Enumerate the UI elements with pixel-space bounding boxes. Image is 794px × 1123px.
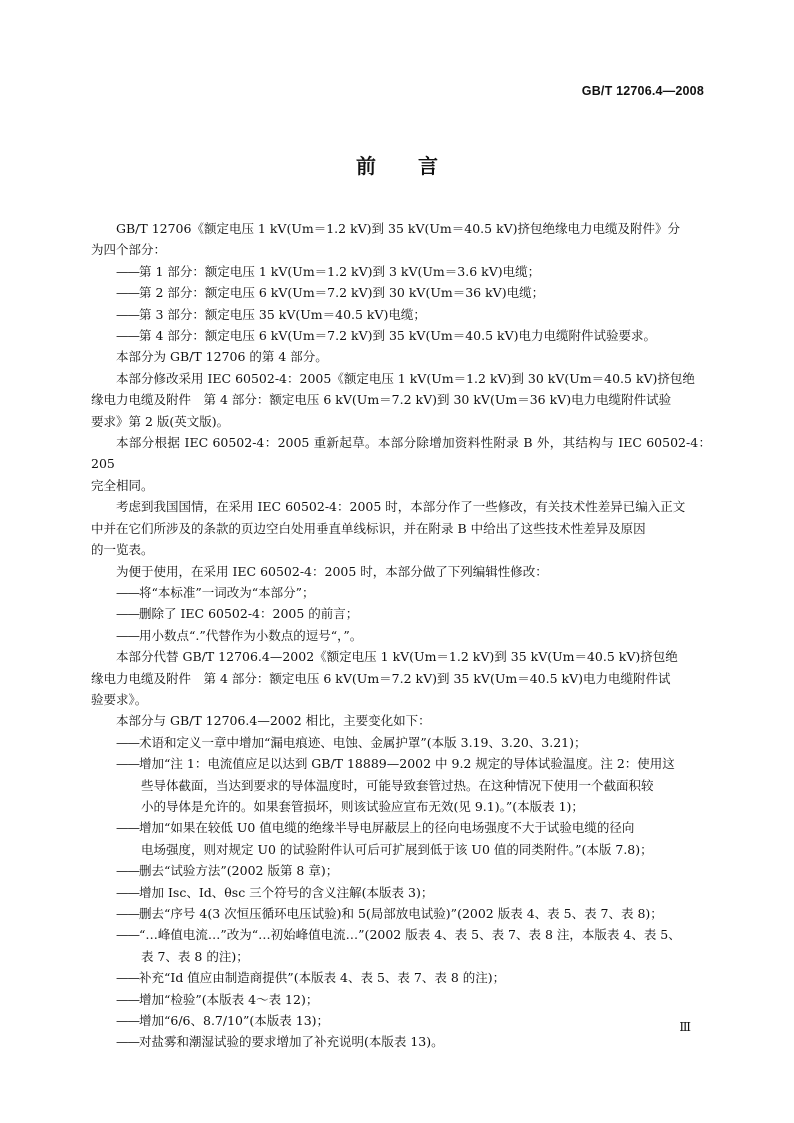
paragraph-line: 为便于使用，在采用 IEC 60502-4：2005 时，本部分做了下列编辑性修改： xyxy=(116,563,548,579)
list-item-text: 删去“序号 4(3 次恒压循环电压试验)和 5(局部放电试验)”(2002 版表 4、表 5、表 7、表 8)； xyxy=(139,906,663,921)
list-item-text: 第 1 部分：额定电压 1 kV(Um＝1.2 kV)到 3 kV(Um＝3.6 kV)电缆； xyxy=(139,263,541,279)
dash-marker: —— xyxy=(116,970,139,986)
list-item xyxy=(91,282,711,303)
list-item-text: 增加“如果在较低 U0 值电缆的绝缘半导电屏蔽层上的径向电场强度不大于试验电缆的径向 xyxy=(139,820,635,836)
list-item-text: 第 4 部分：额定电压 6 kV(Um＝7.2 kV)到 35 kV(Um＝40.5 kV)电力电缆附件试验要求。 xyxy=(139,328,656,344)
dash-marker: —— xyxy=(116,906,139,921)
list-item xyxy=(91,989,711,1010)
text-line: 完全相同。 xyxy=(91,477,154,493)
dash-marker: —— xyxy=(116,863,139,879)
list-item-text: 增加 Isc、Id、θsc 三个符号的含义注解(本版表 3)； xyxy=(139,884,434,900)
dash-marker: —— xyxy=(116,328,139,344)
dash-marker: —— xyxy=(116,606,139,622)
list-item xyxy=(91,625,711,646)
list-item xyxy=(91,325,711,346)
list-item xyxy=(91,967,711,988)
dash-marker: —— xyxy=(116,991,139,1007)
dash-marker: —— xyxy=(116,584,139,600)
list-item-text: 删除了 IEC 60502-4：2005 的前言； xyxy=(139,606,359,622)
dash-marker: —— xyxy=(116,263,139,279)
list-item xyxy=(91,582,711,603)
list-item-text: 增加“注 1：电流值应足以达到 GB/T 18889—2002 中 9.2 规定的导体试验温度。注 2：使用这 xyxy=(139,756,675,772)
page-number: Ⅲ xyxy=(679,1020,691,1034)
standard-code: GB/T 12706.4—2008 xyxy=(581,84,704,98)
title-char-right: 言 xyxy=(418,154,438,178)
text-line: 中并在它们所涉及的条款的页边空白处用垂直单线标识，并在附录 B 中给出了这些技术性差异及原因 xyxy=(91,520,646,536)
title-char-left: 前 xyxy=(356,154,376,178)
list-item-text: 删去“试验方法”(2002 版第 8 章)； xyxy=(139,863,339,879)
dash-marker: —— xyxy=(116,1013,139,1029)
dash-marker: —— xyxy=(116,627,139,643)
dash-marker: —— xyxy=(116,285,139,301)
dash-marker: —— xyxy=(116,756,139,772)
dash-marker: —— xyxy=(116,927,139,943)
list-item-text: 术语和定义一章中增加“漏电痕迹、电蚀、金属护罩”(本版 3.19、3.20、3.21)； xyxy=(139,734,587,750)
paragraph-line: 考虑到我国国情，在采用 IEC 60502-4：2005 时，本部分作了一些修改，有关技术性差异已编入正文 xyxy=(116,499,686,515)
list-item xyxy=(91,860,711,881)
list-item-text: 第 3 部分：额定电压 35 kV(Um＝40.5 kV)电缆； xyxy=(139,306,426,322)
text-line: 些导体截面，当达到要求的导体温度时，可能导致套管过热。在这种情况下使用一个截面积较 xyxy=(141,777,654,793)
list-item-text: 增加“6/6、8.7/10”(本版表 13)； xyxy=(139,1013,330,1029)
list-item-text: 对盐雾和潮湿试验的要求增加了补充说明(本版表 13)。 xyxy=(139,1034,444,1050)
list-item xyxy=(91,817,711,838)
list-item-text: 增加“检验”(本版表 4～表 12)； xyxy=(139,991,319,1007)
paragraph-line: GB/T 12706《额定电压 1 kV(Um＝1.2 kV)到 35 kV(Um＝40.5 kV)挤包绝缘电力电缆及附件》分 xyxy=(116,221,681,236)
list-item xyxy=(91,924,711,945)
list-item xyxy=(91,882,711,903)
list-item xyxy=(91,1031,711,1052)
paragraph-line: 本部分代替 GB/T 12706.4—2002《额定电压 1 kV(Um＝1.2 kV)到 35 kV(Um＝40.5 kV)挤包绝 xyxy=(116,649,678,665)
list-item xyxy=(91,261,711,282)
paragraph-line: 本部分为 GB/T 12706 的第 4 部分。 xyxy=(116,349,328,365)
paragraph-line: 本部分根据 IEC 60502-4：2005 重新起草。本部分除增加资料性附录 B 外，其结构与 IEC 60502-4：205 xyxy=(91,435,711,472)
dash-marker: —— xyxy=(116,734,139,750)
dash-marker: —— xyxy=(116,1034,139,1050)
text-line: 的一览表。 xyxy=(91,542,154,558)
text-line: 缘电力电缆及附件 第 4 部分：额定电压 6 kV(Um＝7.2 kV)到 35 kV(Um＝40.5 kV)电力电缆附件试 xyxy=(91,670,671,686)
dash-marker: —— xyxy=(116,306,139,322)
text-line: 电场强度，则对规定 U0 的试验附件认可后可扩展到低于该 U0 值的同类附件。”(本版 7.8)； xyxy=(141,841,653,857)
paragraph-line: 本部分修改采用 IEC 60502-4：2005《额定电压 1 kV(Um＝1.2 kV)到 30 kV(Um＝40.5 kV)挤包绝 xyxy=(116,370,695,386)
text-line: 小的导体是允许的。如果套管损坏，则该试验应宣布无效(见 9.1)。”(本版表 1)； xyxy=(141,798,584,814)
page-title xyxy=(0,150,794,179)
list-item xyxy=(91,1010,711,1031)
foreword-body xyxy=(91,218,711,1053)
list-item xyxy=(91,732,711,753)
list-item-text: 第 2 部分：额定电压 6 kV(Um＝7.2 kV)到 30 kV(Um＝36 kV)电缆； xyxy=(139,285,545,301)
text-line: 表 7、表 8 的注)； xyxy=(141,948,249,964)
list-item-text: 用小数点“.”代替作为小数点的逗号“，”。 xyxy=(139,627,363,643)
text-line: 验要求》。 xyxy=(91,691,148,707)
text-line: 要求》第 2 版(英文版)。 xyxy=(91,413,230,429)
list-item xyxy=(91,753,711,774)
list-item-text: 将“本标准”一词改为“本部分”； xyxy=(139,584,315,600)
dash-marker: —— xyxy=(116,884,139,900)
paragraph-line: 本部分与 GB/T 12706.4—2002 相比，主要变化如下： xyxy=(116,713,431,729)
text-line: 缘电力电缆及附件 第 4 部分：额定电压 6 kV(Um＝7.2 kV)到 30 kV(Um＝36 kV)电力电缆附件试验 xyxy=(91,392,672,408)
dash-marker: —— xyxy=(116,820,139,836)
text-line: 为四个部分： xyxy=(91,242,167,258)
list-item xyxy=(91,903,711,924)
list-item-text: “…峰值电流…”改为“…初始峰值电流…”(2002 版表 4、表 5、表 7、表 8 注，本版表 4、表 5、 xyxy=(139,927,681,943)
list-item-text: 补充“Id 值应由制造商提供”(本版表 4、表 5、表 7、表 8 的注)； xyxy=(139,970,506,986)
list-item xyxy=(91,304,711,325)
list-item xyxy=(91,603,711,624)
